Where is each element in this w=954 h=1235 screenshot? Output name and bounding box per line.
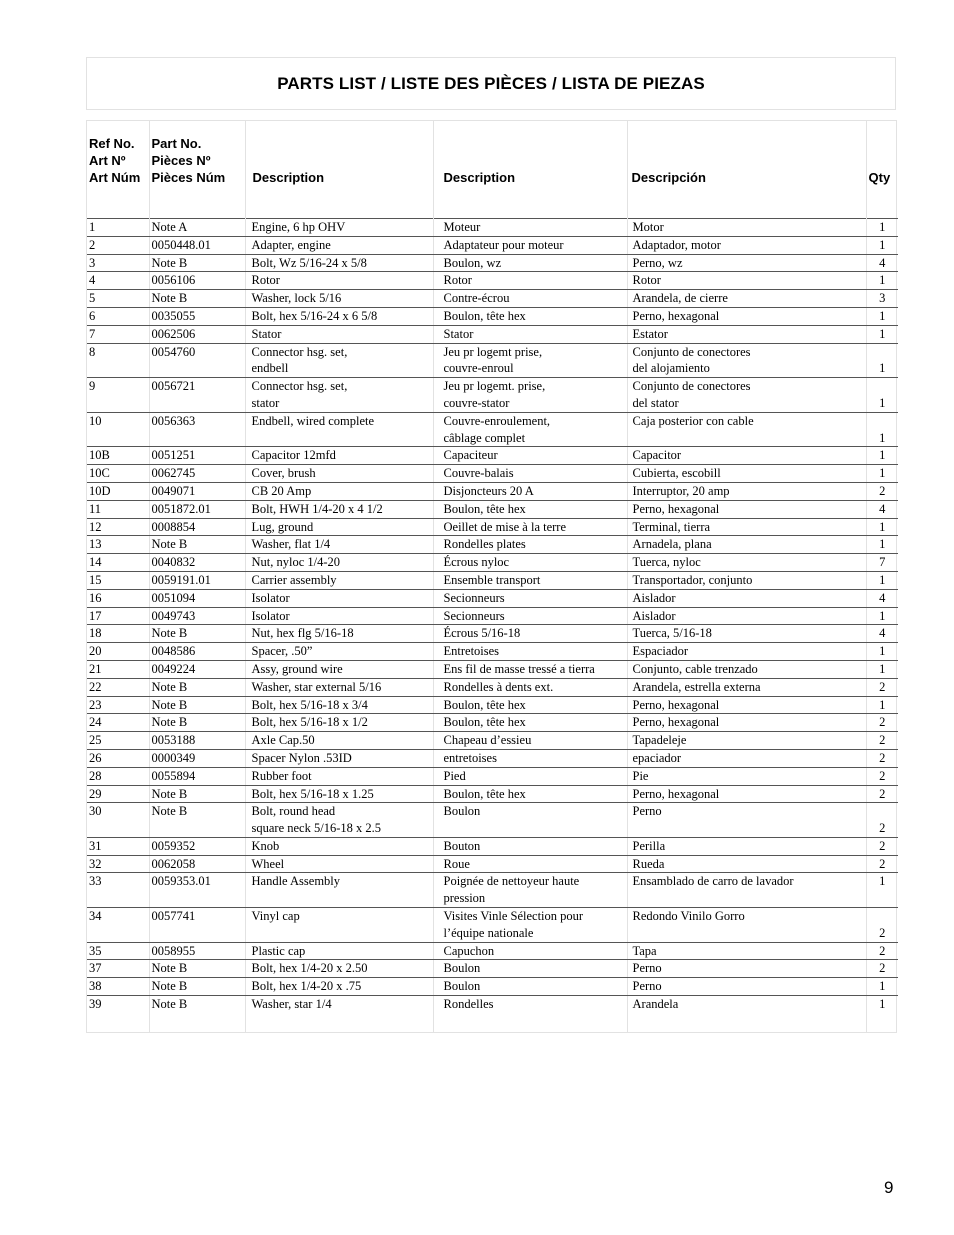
cell-ref-no: 2	[87, 236, 149, 254]
cell-part-no: 0054760	[149, 343, 245, 378]
table-row	[87, 678, 898, 696]
cell-description-en: Bolt, hex 5/16-18 x 3/4	[245, 696, 433, 714]
cell-qty: 2	[866, 714, 898, 732]
cell-qty: 1	[866, 660, 898, 678]
cell-description-fr: Entretoises	[433, 643, 627, 661]
cell-qty: 2	[866, 749, 898, 767]
cell-ref-no: 8	[87, 343, 149, 378]
header-ref-line: Art Núm	[89, 170, 141, 185]
cell-description-fr: Visites Vinle Sélection pour l’équipe nationale	[433, 908, 627, 943]
cell-description-es: Capacitor	[627, 447, 866, 465]
cell-qty: 7	[866, 554, 898, 572]
cell-part-no: 0049224	[149, 660, 245, 678]
cell-description-es: Adaptador, motor	[627, 236, 866, 254]
cell-ref-no: 29	[87, 785, 149, 803]
cell-description-fr: Moteur	[433, 219, 627, 237]
cell-description-fr: Rotor	[433, 272, 627, 290]
cell-part-no: 0056721	[149, 378, 245, 413]
cell-description-en: Washer, star external 5/16	[245, 678, 433, 696]
cell-description-en: Washer, flat 1/4	[245, 536, 433, 554]
cell-description-es: Rotor	[627, 272, 866, 290]
cell-description-es: Tuerca, 5/16-18	[627, 625, 866, 643]
page-number: 9	[884, 1178, 894, 1197]
cell-part-no: 0057741	[149, 908, 245, 943]
cell-part-no: 0051251	[149, 447, 245, 465]
cell-description-en: Carrier assembly	[245, 571, 433, 589]
header-ref-line: Art Nº	[89, 153, 126, 168]
cell-description-en: Bolt, round head square neck 5/16-18 x 2.5	[245, 803, 433, 838]
title-box	[86, 57, 896, 110]
cell-description-fr: Boulon	[433, 803, 627, 838]
cell-description-es: Terminal, tierra	[627, 518, 866, 536]
header-part-line: Pièces Núm	[151, 170, 226, 185]
cell-description-fr: Secionneurs	[433, 607, 627, 625]
parts-table-container	[86, 120, 897, 1033]
cell-ref-no: 7	[87, 325, 149, 343]
cell-ref-no: 37	[87, 960, 149, 978]
cell-part-no: Note B	[149, 536, 245, 554]
cell-description-fr: Couvre-enroulement, câblage complet	[433, 412, 627, 447]
cell-qty: 2	[866, 785, 898, 803]
page-title: PARTS LIST / LISTE DES PIÈCES / LISTA DE PIEZAS	[277, 73, 705, 93]
cell-qty: 1	[866, 219, 898, 237]
cell-description-fr: Ens fil de masse tressé a tierra	[433, 660, 627, 678]
table-row	[87, 660, 898, 678]
cell-description-es: Perno, hexagonal	[627, 714, 866, 732]
cell-description-en: Isolator	[245, 589, 433, 607]
cell-description-fr: Boulon	[433, 960, 627, 978]
cell-ref-no: 10C	[87, 465, 149, 483]
cell-part-no: 0050448.01	[149, 236, 245, 254]
parts-table	[87, 121, 898, 1032]
cell-description-es: Ensamblado de carro de lavador	[627, 873, 866, 908]
cell-ref-no: 25	[87, 732, 149, 750]
cell-description-fr: Contre-écrou	[433, 290, 627, 308]
cell-part-no: Note B	[149, 678, 245, 696]
cell-description-en: Cover, brush	[245, 465, 433, 483]
cell-qty: 4	[866, 254, 898, 272]
cell-description-es: epaciador	[627, 749, 866, 767]
cell-part-no: Note B	[149, 696, 245, 714]
table-header-row	[87, 121, 898, 203]
cell-description-fr: Rondelles	[433, 996, 627, 1033]
cell-description-es: Perno, hexagonal	[627, 696, 866, 714]
cell-description-en: Connector hsg. set, stator	[245, 378, 433, 413]
cell-description-es: Arandela	[627, 996, 866, 1033]
parts-table-body	[87, 203, 898, 1032]
table-row	[87, 589, 898, 607]
cell-description-en: Spacer, .50”	[245, 643, 433, 661]
cell-description-fr: Chapeau d’essieu	[433, 732, 627, 750]
table-row	[87, 960, 898, 978]
table-row	[87, 978, 898, 996]
cell-description-en: Bolt, hex 5/16-18 x 1.25	[245, 785, 433, 803]
cell-description-es: Aislador	[627, 589, 866, 607]
cell-qty: 1	[866, 465, 898, 483]
cell-ref-no: 33	[87, 873, 149, 908]
table-row	[87, 307, 898, 325]
cell-ref-no: 24	[87, 714, 149, 732]
cell-description-es: Perno	[627, 978, 866, 996]
cell-qty: 1	[866, 272, 898, 290]
table-row	[87, 855, 898, 873]
cell-part-no: 0049743	[149, 607, 245, 625]
cell-part-no: Note B	[149, 254, 245, 272]
cell-part-no: Note B	[149, 996, 245, 1033]
cell-description-fr: Roue	[433, 855, 627, 873]
cell-description-es: Caja posterior con cable	[627, 412, 866, 447]
cell-description-fr: Jeu pr logemt prise, couvre-enroul	[433, 343, 627, 378]
cell-ref-no: 18	[87, 625, 149, 643]
cell-description-es: Perilla	[627, 837, 866, 855]
table-row	[87, 378, 898, 413]
cell-ref-no: 5	[87, 290, 149, 308]
cell-qty: 2	[866, 678, 898, 696]
cell-qty: 1	[879, 997, 886, 1012]
cell-part-no: 0059352	[149, 837, 245, 855]
cell-ref-no: 12	[87, 518, 149, 536]
header-description-es: Descripción	[627, 121, 866, 203]
cell-description-fr: Adaptateur pour moteur	[433, 236, 627, 254]
cell-qty: 2	[866, 960, 898, 978]
cell-qty: 1	[866, 325, 898, 343]
cell-part-no: 0008854	[149, 518, 245, 536]
table-row	[87, 536, 898, 554]
cell-description-es: Arnadela, plana	[627, 536, 866, 554]
cell-part-no: 0062506	[149, 325, 245, 343]
cell-description-fr: Bouton	[433, 837, 627, 855]
cell-description-es: Perno	[627, 803, 866, 838]
cell-qty: 1	[866, 536, 898, 554]
cell-qty: 1	[866, 696, 898, 714]
table-row	[87, 500, 898, 518]
cell-description-fr: Boulon, wz	[433, 254, 627, 272]
cell-part-no: 0051872.01	[149, 500, 245, 518]
header-ref-no	[87, 121, 149, 203]
cell-ref-no: 35	[87, 942, 149, 960]
cell-qty: 1	[866, 412, 898, 447]
cell-description-es: Motor	[627, 219, 866, 237]
cell-qty: 4	[866, 589, 898, 607]
cell-description-es: Tuerca, nyloc	[627, 554, 866, 572]
table-row	[87, 803, 898, 838]
cell-part-no: 0055894	[149, 767, 245, 785]
cell-part-no: Note B	[149, 960, 245, 978]
cell-qty: 4	[866, 500, 898, 518]
cell-ref-no: 20	[87, 643, 149, 661]
cell-part-no: 0058955	[149, 942, 245, 960]
cell-part-no: Note B	[149, 714, 245, 732]
cell-part-no: 0040832	[149, 554, 245, 572]
cell-qty: 4	[866, 625, 898, 643]
cell-ref-no: 9	[87, 378, 149, 413]
cell-description-es: Conjunto, cable trenzado	[627, 660, 866, 678]
cell-description-es: Perno	[627, 960, 866, 978]
cell-qty: 1	[866, 607, 898, 625]
cell-description-es: Cubierta, escobill	[627, 465, 866, 483]
cell-qty: 2	[866, 837, 898, 855]
cell-part-no: Note A	[149, 219, 245, 237]
cell-description-fr: Rondelles à dents ext.	[433, 678, 627, 696]
cell-qty: 1	[866, 643, 898, 661]
cell-description-es: Estator	[627, 325, 866, 343]
cell-description-en: Rotor	[245, 272, 433, 290]
cell-qty: 2	[866, 732, 898, 750]
cell-description-en: Bolt, hex 5/16-18 x 1/2	[245, 714, 433, 732]
cell-ref-no: 32	[87, 855, 149, 873]
cell-description-en: Vinyl cap	[245, 908, 433, 943]
table-row	[87, 518, 898, 536]
table-row	[87, 447, 898, 465]
cell-description-en: Adapter, engine	[245, 236, 433, 254]
cell-description-fr: Capuchon	[433, 942, 627, 960]
cell-ref-no: 6	[87, 307, 149, 325]
cell-description-es: Transportador, conjunto	[627, 571, 866, 589]
cell-description-fr: Ensemble transport	[433, 571, 627, 589]
header-spacer-row	[87, 203, 898, 219]
cell-description-fr: Écrous 5/16-18	[433, 625, 627, 643]
cell-description-fr: Poignée de nettoyeur haute pression	[433, 873, 627, 908]
header-part-no	[149, 121, 245, 203]
table-row	[87, 412, 898, 447]
cell-description-en: Bolt, hex 1/4-20 x .75	[245, 978, 433, 996]
cell-description-fr: Boulon, tête hex	[433, 785, 627, 803]
header-qty: Qty	[868, 170, 891, 185]
cell-ref-no: 26	[87, 749, 149, 767]
table-row	[87, 749, 898, 767]
cell-description-en: CB 20 Amp	[245, 482, 433, 500]
cell-ref-no: 10D	[87, 482, 149, 500]
cell-description-en: Lug, ground	[245, 518, 433, 536]
cell-part-no: 0056106	[149, 272, 245, 290]
cell-description-en: Wheel	[245, 855, 433, 873]
table-row	[87, 908, 898, 943]
cell-ref-no: 16	[87, 589, 149, 607]
cell-description-es: Perno, wz	[627, 254, 866, 272]
cell-ref-no: 14	[87, 554, 149, 572]
cell-description-es: Aislador	[627, 607, 866, 625]
cell-description-fr: Oeillet de mise à la terre	[433, 518, 627, 536]
cell-ref-no: 39	[87, 996, 149, 1033]
cell-description-fr: Capaciteur	[433, 447, 627, 465]
cell-description-fr: Boulon, tête hex	[433, 714, 627, 732]
table-row	[87, 607, 898, 625]
cell-description-fr: Disjoncteurs 20 A	[433, 482, 627, 500]
cell-ref-no: 34	[87, 908, 149, 943]
table-row	[87, 236, 898, 254]
cell-description-en: Bolt, HWH 1/4-20 x 4 1/2	[245, 500, 433, 518]
cell-part-no: 0062745	[149, 465, 245, 483]
cell-description-es: Perno, hexagonal	[627, 307, 866, 325]
cell-description-es: Perno, hexagonal	[627, 785, 866, 803]
table-row	[87, 554, 898, 572]
cell-description-fr: Couvre-balais	[433, 465, 627, 483]
cell-description-en: Stator	[245, 325, 433, 343]
cell-qty: 1	[866, 978, 898, 996]
table-row	[87, 571, 898, 589]
cell-description-en: Rubber foot	[245, 767, 433, 785]
cell-description-en: Connector hsg. set, endbell	[245, 343, 433, 378]
cell-description-en: Washer, star 1/4	[245, 996, 433, 1033]
cell-ref-no: 1	[87, 219, 149, 237]
table-row	[87, 942, 898, 960]
cell-qty: 1	[866, 518, 898, 536]
cell-part-no: 0035055	[149, 307, 245, 325]
cell-part-no: 0056363	[149, 412, 245, 447]
cell-qty: 1	[866, 873, 898, 908]
cell-description-en: Nut, hex flg 5/16-18	[245, 625, 433, 643]
cell-ref-no: 38	[87, 978, 149, 996]
table-row	[87, 625, 898, 643]
table-row	[87, 482, 898, 500]
header-description-en: Description	[245, 121, 433, 203]
cell-ref-no: 13	[87, 536, 149, 554]
cell-description-es: Interruptor, 20 amp	[627, 482, 866, 500]
cell-part-no: 0049071	[149, 482, 245, 500]
cell-description-fr: Écrous nyloc	[433, 554, 627, 572]
cell-description-en: Axle Cap.50	[245, 732, 433, 750]
cell-description-en: Knob	[245, 837, 433, 855]
cell-qty: 1	[866, 343, 898, 378]
cell-description-fr: Boulon, tête hex	[433, 500, 627, 518]
cell-part-no: Note B	[149, 785, 245, 803]
cell-qty: 2	[866, 482, 898, 500]
cell-description-en: Bolt, hex 5/16-24 x 6 5/8	[245, 307, 433, 325]
table-row	[87, 254, 898, 272]
cell-ref-no: 10B	[87, 447, 149, 465]
cell-description-en: Washer, lock 5/16	[245, 290, 433, 308]
cell-description-en: Bolt, hex 1/4-20 x 2.50	[245, 960, 433, 978]
cell-description-es: Perno, hexagonal	[627, 500, 866, 518]
cell-part-no: 0048586	[149, 643, 245, 661]
cell-ref-no: 11	[87, 500, 149, 518]
cell-qty: 2	[866, 942, 898, 960]
cell-description-fr: Boulon, tête hex	[433, 307, 627, 325]
cell-description-fr: Boulon, tête hex	[433, 696, 627, 714]
header-ref-line: Ref No.	[89, 136, 135, 151]
cell-description-en: Capacitor 12mfd	[245, 447, 433, 465]
cell-description-en: Engine, 6 hp OHV	[245, 219, 433, 237]
cell-qty: 2	[866, 908, 898, 943]
cell-description-fr: Jeu pr logemt. prise, couvre-stator	[433, 378, 627, 413]
table-row	[87, 767, 898, 785]
cell-description-en: Nut, nyloc 1/4-20	[245, 554, 433, 572]
cell-qty: 1	[866, 236, 898, 254]
cell-qty: 3	[866, 290, 898, 308]
cell-part-no: Note B	[149, 625, 245, 643]
cell-description-es: Conjunto de conectores del alojamiento	[627, 343, 866, 378]
cell-ref-no: 10	[87, 412, 149, 447]
cell-qty: 1	[866, 447, 898, 465]
cell-ref-no: 22	[87, 678, 149, 696]
cell-ref-no: 17	[87, 607, 149, 625]
table-row	[87, 290, 898, 308]
table-row	[87, 465, 898, 483]
cell-part-no: 0051094	[149, 589, 245, 607]
cell-description-es: Arandela, estrella externa	[627, 678, 866, 696]
cell-part-no: 0059191.01	[149, 571, 245, 589]
cell-part-no: 0000349	[149, 749, 245, 767]
cell-ref-no: 4	[87, 272, 149, 290]
cell-part-no: Note B	[149, 978, 245, 996]
table-row	[87, 732, 898, 750]
table-row	[87, 272, 898, 290]
cell-description-es: Pie	[627, 767, 866, 785]
cell-qty: 1	[866, 378, 898, 413]
cell-qty: 2	[866, 803, 898, 838]
cell-ref-no: 30	[87, 803, 149, 838]
cell-description-fr: Pied	[433, 767, 627, 785]
cell-description-es: Tapadeleje	[627, 732, 866, 750]
cell-description-es: Rueda	[627, 855, 866, 873]
cell-qty: 1	[866, 307, 898, 325]
table-row	[87, 714, 898, 732]
header-part-line: Pièces Nº	[151, 153, 211, 168]
cell-description-fr: Rondelles plates	[433, 536, 627, 554]
header-description-fr: Description	[433, 121, 627, 203]
cell-part-no: 0062058	[149, 855, 245, 873]
cell-description-en: Handle Assembly	[245, 873, 433, 908]
table-row	[87, 696, 898, 714]
cell-ref-no: 28	[87, 767, 149, 785]
table-row	[87, 325, 898, 343]
cell-description-en: Isolator	[245, 607, 433, 625]
header-part-line: Part No.	[151, 136, 202, 151]
cell-ref-no: 15	[87, 571, 149, 589]
cell-description-es: Conjunto de conectores del stator	[627, 378, 866, 413]
cell-description-es: Arandela, de cierre	[627, 290, 866, 308]
cell-ref-no: 3	[87, 254, 149, 272]
table-row	[87, 873, 898, 908]
cell-part-no: Note B	[149, 803, 245, 838]
cell-part-no: 0053188	[149, 732, 245, 750]
cell-qty: 2	[866, 767, 898, 785]
cell-description-fr: Boulon	[433, 978, 627, 996]
cell-description-es: Redondo Vinilo Gorro	[627, 908, 866, 943]
cell-ref-no: 31	[87, 837, 149, 855]
cell-part-no: Note B	[149, 290, 245, 308]
cell-description-en: Bolt, Wz 5/16-24 x 5/8	[245, 254, 433, 272]
cell-qty: 2	[866, 855, 898, 873]
cell-ref-no: 21	[87, 660, 149, 678]
table-row	[87, 785, 898, 803]
table-row	[87, 219, 898, 237]
cell-description-fr: entretoises	[433, 749, 627, 767]
cell-description-fr: Secionneurs	[433, 589, 627, 607]
cell-description-en: Endbell, wired complete	[245, 412, 433, 447]
table-row	[87, 643, 898, 661]
cell-description-en: Assy, ground wire	[245, 660, 433, 678]
cell-qty: 1	[866, 571, 898, 589]
cell-ref-no: 23	[87, 696, 149, 714]
table-row	[87, 343, 898, 378]
cell-description-en: Spacer Nylon .53ID	[245, 749, 433, 767]
cell-description-en: Plastic cap	[245, 942, 433, 960]
cell-description-fr: Stator	[433, 325, 627, 343]
table-row	[87, 837, 898, 855]
cell-description-es: Tapa	[627, 942, 866, 960]
cell-part-no: 0059353.01	[149, 873, 245, 908]
cell-description-es: Espaciador	[627, 643, 866, 661]
table-row	[87, 996, 898, 1033]
